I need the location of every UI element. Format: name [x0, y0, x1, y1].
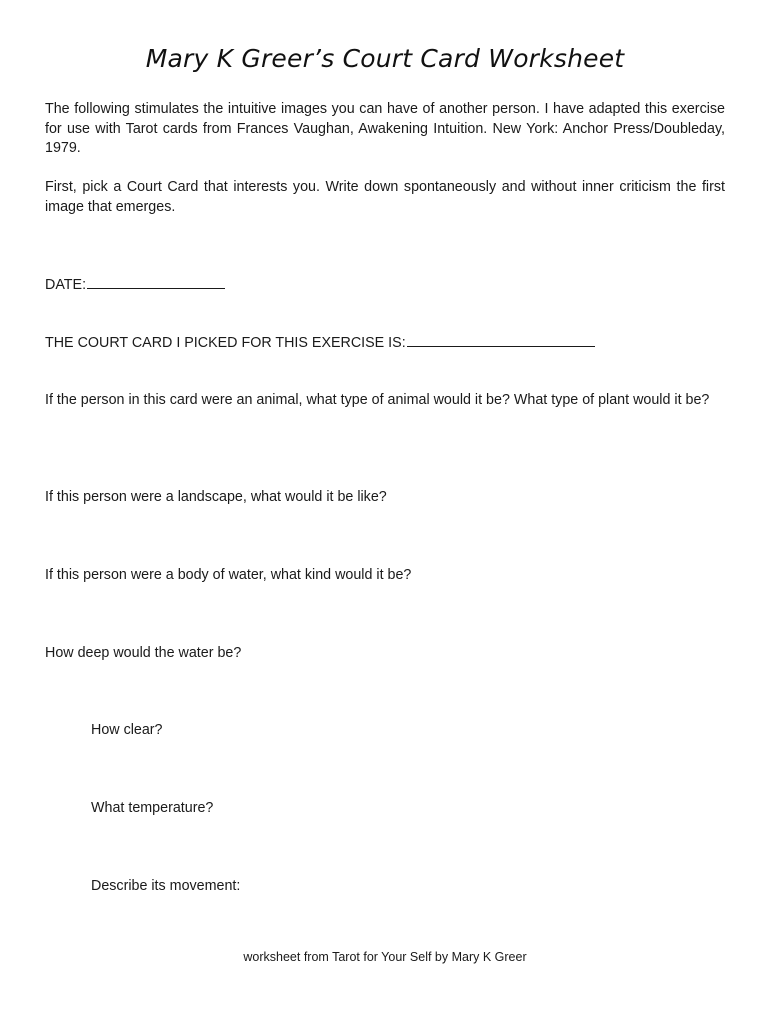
court-card-field: [45, 333, 595, 354]
date-blank-line: [87, 275, 225, 289]
intro-paragraph: The following stimulates the intuitive images you can have of another person. I have adapted this exercise for use with Tarot cards from Frances Vaughan, Awakening Intuition. New York: Anchor Press/Doubleday, 1979.: [45, 101, 725, 156]
court-card-label: THE COURT CARD I PICKED FOR THIS EXERCISE IS:: [45, 335, 406, 351]
page-footer: worksheet from Tarot for Your Self by Mary K Greer: [243, 950, 527, 964]
court-card-blank-line: [407, 333, 595, 347]
date-label: DATE:: [45, 277, 87, 293]
question-animal: If the person in this card were an animal, what type of animal would it be? What type of plant would it be?: [45, 392, 710, 408]
instructions-paragraph: First, pick a Court Card that interests you. Write down spontaneously and without inner criticism the first image that emerges.: [45, 179, 725, 215]
question-landscape: If this person were a landscape, what would it be like?: [45, 489, 387, 505]
question-depth: How deep would the water be?: [45, 645, 242, 661]
page-title: Mary K Greer’s Court Card Worksheet: [145, 44, 625, 73]
date-field: [45, 275, 225, 296]
question-clear: How clear?: [91, 722, 163, 738]
question-temperature: What temperature?: [91, 800, 214, 816]
question-movement: Describe its movement:: [91, 878, 241, 894]
question-water: If this person were a body of water, what kind would it be?: [45, 567, 412, 583]
